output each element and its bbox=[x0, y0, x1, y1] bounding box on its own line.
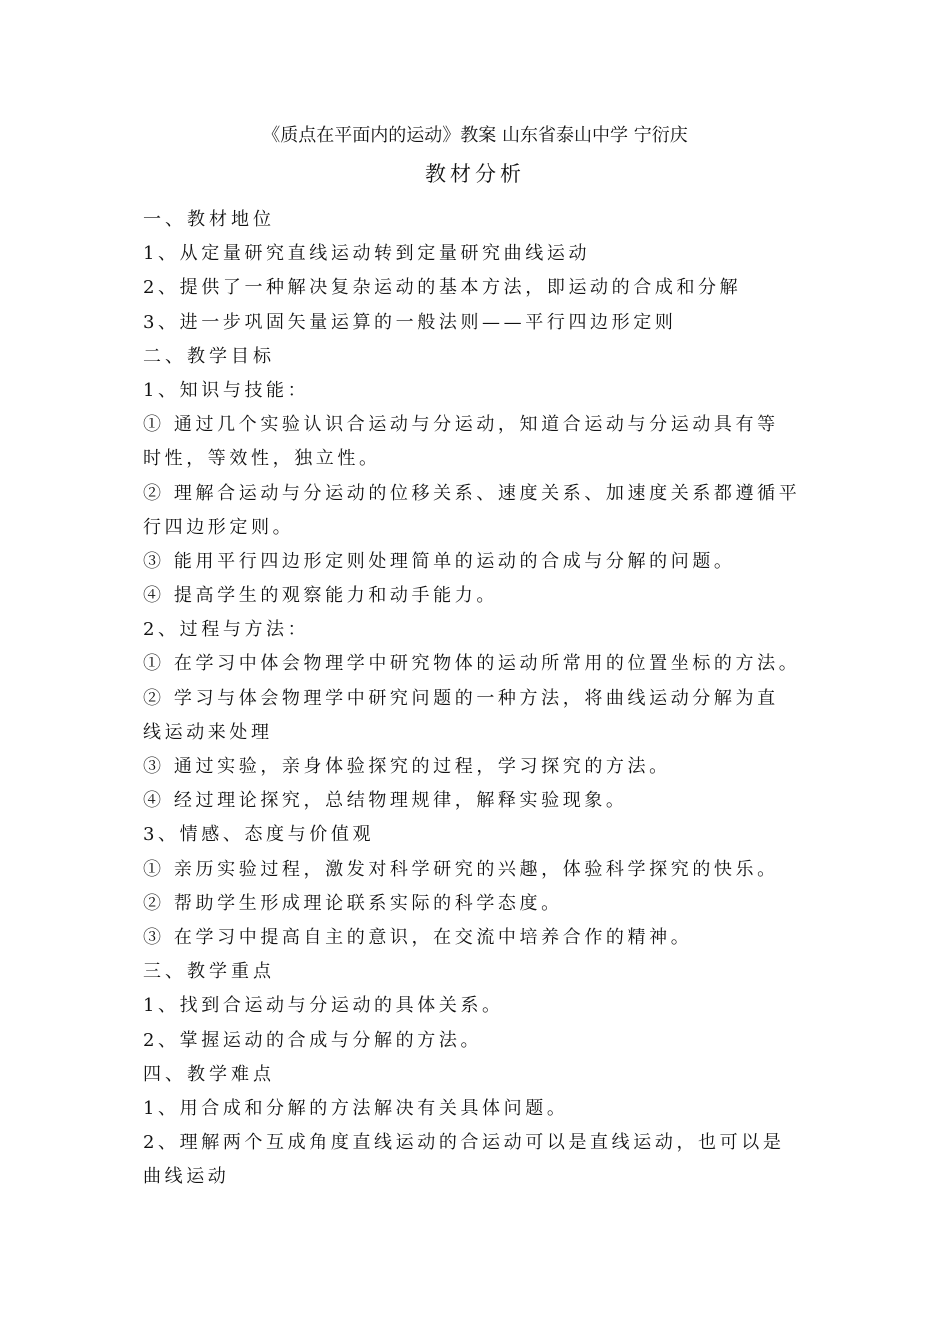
text-line: ② 学习与体会物理学中研究问题的一种方法，将曲线运动分解为直 bbox=[143, 687, 779, 709]
text-line: ④ 提高学生的观察能力和动手能力。 bbox=[143, 585, 498, 607]
text-line: 2、理解两个互成角度直线运动的合运动可以是直线运动，也可以是 bbox=[143, 1132, 785, 1154]
text-line: ③ 能用平行四边形定则处理简单的运动的合成与分解的问题。 bbox=[143, 550, 736, 572]
heading-textbook-status: 一、教材地位 bbox=[143, 209, 275, 230]
text-line: 曲线运动 bbox=[143, 1166, 230, 1188]
subheading-emotion-attitude-values: 3、情感、态度与价值观 bbox=[143, 824, 375, 846]
text-line: 2、掌握运动的合成与分解的方法。 bbox=[143, 1029, 483, 1051]
heading-teaching-goals: 二、教学目标 bbox=[143, 345, 275, 367]
text-line: ① 在学习中体会物理学中研究物体的运动所常用的位置坐标的方法。 bbox=[143, 653, 801, 675]
text-line: ② 理解合运动与分运动的位移关系、速度关系、加速度关系都遵循平 bbox=[143, 482, 801, 504]
text-line: 1、找到合运动与分运动的具体关系。 bbox=[143, 995, 504, 1017]
heading-teaching-key-points: 三、教学重点 bbox=[143, 961, 275, 983]
text-line: 2、提供了一种解决复杂运动的基本方法，即运动的合成和分解 bbox=[143, 277, 742, 299]
section-title: 教材分析 bbox=[425, 162, 525, 186]
heading-teaching-difficulties: 四、教学难点 bbox=[143, 1063, 275, 1085]
subheading-process-methods: 2、过程与方法： bbox=[143, 619, 310, 641]
text-line: 行四边形定则。 bbox=[143, 516, 295, 538]
text-line: ① 亲历实验过程，激发对科学研究的兴趣，体验科学探究的快乐。 bbox=[143, 858, 779, 880]
text-line: 1、用合成和分解的方法解决有关具体问题。 bbox=[143, 1097, 569, 1119]
text-line: ③ 在学习中提高自主的意识，在交流中培养合作的精神。 bbox=[143, 926, 693, 948]
text-line: ② 帮助学生形成理论联系实际的科学态度。 bbox=[143, 892, 563, 914]
text-line: ④ 经过理论探究，总结物理规律，解释实验现象。 bbox=[143, 790, 628, 812]
text-line: 3、进一步巩固矢量运算的一般法则——平行四边形定则 bbox=[143, 311, 677, 333]
text-line: ③ 通过实验，亲身体验探究的过程，学习探究的方法。 bbox=[143, 756, 671, 777]
subheading-knowledge-skills: 1、知识与技能： bbox=[143, 379, 310, 401]
text-line: 时性，等效性，独立性。 bbox=[143, 448, 381, 470]
text-line: 1、从定量研究直线运动转到定量研究曲线运动 bbox=[143, 243, 591, 265]
text-line: ① 通过几个实验认识合运动与分运动，知道合运动与分运动具有等 bbox=[143, 414, 779, 436]
text-line: 线运动来处理 bbox=[143, 721, 273, 743]
document-title-line: 《质点在平面内的运动》教案 山东省泰山中学 宁衍庆 bbox=[262, 125, 688, 146]
document-body bbox=[143, 203, 823, 1194]
